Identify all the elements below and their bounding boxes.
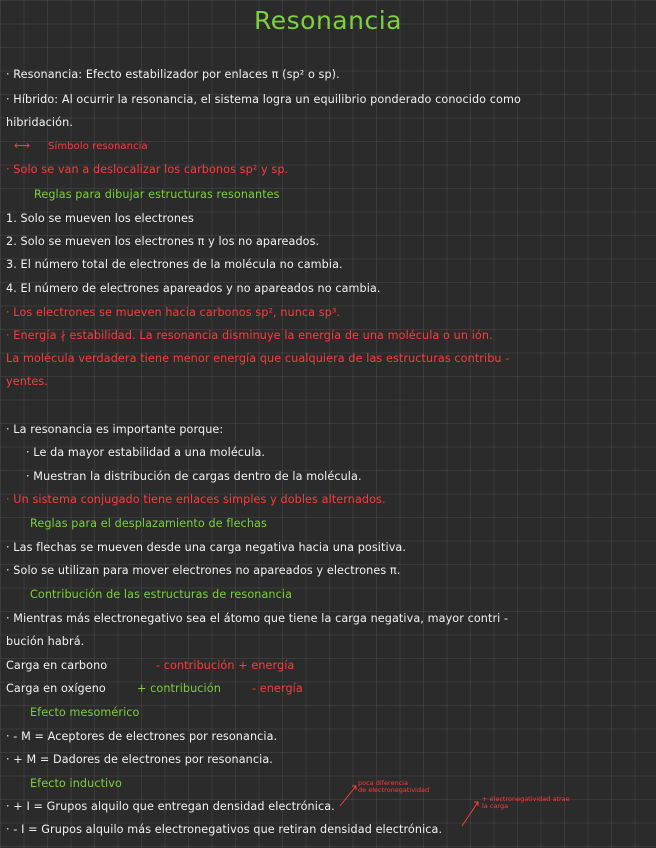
note-carbono-contribucion: - contribución + energía — [156, 659, 295, 672]
note-line-sp2: · Los electrones se mueven hacia carbonos sp², nunca sp³. — [6, 306, 341, 319]
note-line-hibridacion: hibridación. — [6, 116, 73, 129]
rule-1: 1. Solo se mueven los electrones — [6, 212, 194, 225]
heading-inductivo: Efecto inductivo — [30, 777, 122, 790]
note-line-plus-i: · + I = Grupos alquilo que entregan densidad electrónica. — [6, 800, 335, 813]
rule-4: 4. El número de electrones apareados y no apareados no cambia. — [6, 282, 381, 295]
note-line-hibrido: · Híbrido: Al ocurrir la resonancia, el sistema logra un equilibrio ponderado conocido como — [6, 93, 521, 106]
note-line-deslocalizar: · Solo se van a deslocalizar los carbonos sp² y sp. — [6, 163, 289, 176]
arrow-to-plus-i — [340, 786, 356, 806]
note-line-conjugado: · Un sistema conjugado tiene enlaces simples y dobles alternados. — [6, 493, 386, 506]
note-line-yentes: yentes. — [6, 375, 48, 388]
note-line-minus-m: · - M = Aceptores de electrones por resonancia. — [6, 730, 278, 743]
note-oxigeno-contribucion: + contribución — [137, 682, 221, 695]
annotation-atrae-carga: + electronegatividad atrae la carga — [482, 795, 570, 810]
note-line-energia: · Energía ∤ estabilidad. La resonancia disminuye la energía de una molécula o un ión. — [6, 329, 493, 342]
arrow-to-minus-i — [462, 802, 478, 826]
annotation-poca-diferencia: poca diferencia de electronegatividad — [358, 779, 430, 794]
note-line-carga-carbono: Carga en carbono — [6, 659, 108, 672]
note-line-plus-m: · + M = Dadores de electrones por resonancia. — [6, 753, 273, 766]
rule-3: 3. El número total de electrones de la molécula no cambia. — [6, 258, 343, 271]
resonance-symbol: ⟷ — [14, 139, 31, 152]
note-line-resonancia: · Resonancia: Efecto estabilizador por enlaces π (sp² o sp). — [6, 68, 340, 81]
note-line-simbolo: Símbolo resonancia — [48, 141, 148, 152]
note-line-molecula: La molécula verdadera tiene menor energía que cualquiera de las estructuras contribu - — [6, 352, 510, 365]
heading-mesomerico: Efecto mesomérico — [30, 706, 140, 719]
heading-reglas-resonantes: Reglas para dibujar estructuras resonantes — [34, 188, 280, 201]
note-line-estabilidad: · Le da mayor estabilidad a una molécula. — [26, 446, 266, 459]
note-line-minus-i: · - I = Grupos alquilo más electronegativos que retiran densidad electrónica. — [6, 823, 443, 836]
note-line-distribucion: · Muestran la distribución de cargas dentro de la molécula. — [26, 470, 362, 483]
note-line-contribucion-habra: bución habrá. — [6, 635, 85, 648]
heading-reglas-flechas: Reglas para el desplazamiento de flechas — [30, 517, 267, 530]
note-line-electronegativo: · Mientras más electronegativo sea el átomo que tiene la carga negativa, mayor contri - — [6, 612, 509, 625]
note-oxigeno-energia: - energía — [252, 682, 303, 695]
note-line-carga-oxigeno: Carga en oxígeno — [6, 682, 106, 695]
note-line-utilizan: · Solo se utilizan para mover electrones no apareados y electrones π. — [6, 564, 401, 577]
heading-contribucion: Contribución de las estructuras de resonancia — [30, 588, 293, 601]
note-line-flechas: · Las flechas se mueven desde una carga negativa hacia una positiva. — [6, 541, 407, 554]
note-line-importante: · La resonancia es importante porque: — [6, 423, 224, 436]
page-title: Resonancia — [254, 6, 402, 35]
rule-2: 2. Solo se mueven los electrones π y los no apareados. — [6, 235, 320, 248]
